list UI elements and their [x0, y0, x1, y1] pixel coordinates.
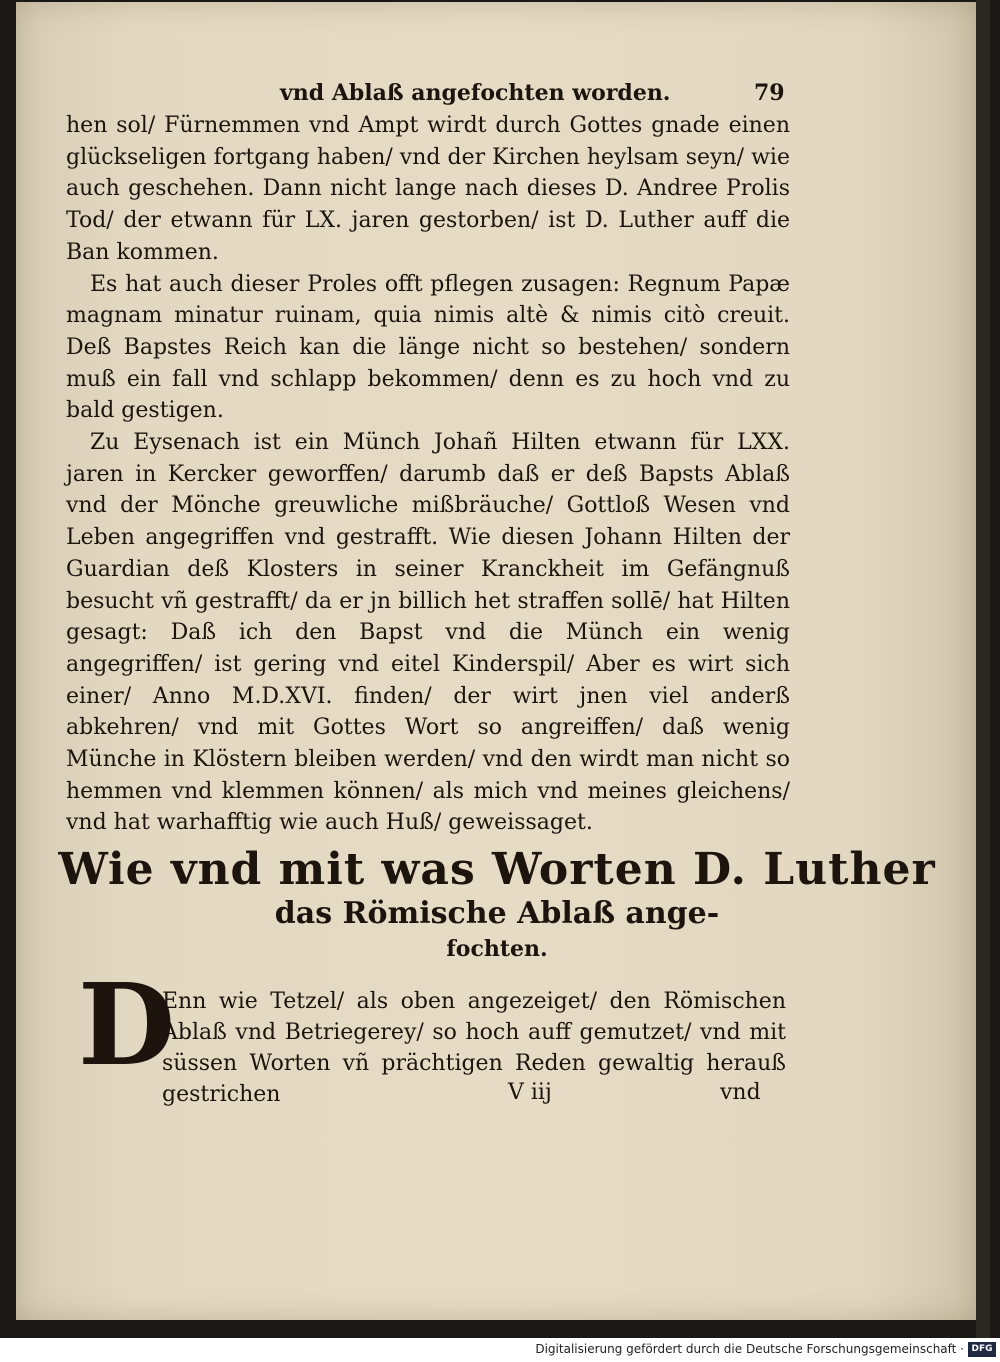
- dfg-logo-icon: DFG: [968, 1342, 996, 1357]
- section-heading-line-1: Wie vnd mit was Worten D. Luther: [58, 844, 936, 895]
- footer-bar: [0, 1338, 1000, 1362]
- signature-mark: V iij: [508, 1080, 552, 1105]
- paragraph-2: Es hat auch dieser Proles offt pflegen zusagen: Regnum Papæ magnam minatur ruinam, quia nimis altè & nimis citò creuit. Deß Bapstes Reich kan die länge nicht so bestehen/ sondern muß ein fall vnd schlapp bekommen/ denn es zu hoch vnd zu bald gestigen.: [66, 271, 790, 424]
- main-text: [66, 110, 790, 839]
- funding-credit: Digitalisierung gefördert durch die Deutsche Forschungsgemeinschaft ·: [535, 1342, 964, 1356]
- paragraph-3: Zu Eysenach ist ein Münch Johañ Hilten etwann für LXX. jaren in Kercker geworffen/ darumb daß er deß Bapsts Ablaß vnd der Mönche greuwliche mißbräuche/ Gottloß Wesen vnd Leben angegriffen vnd gestrafft. Wie diesen Johann Hilten der Guardian deß Klosters in seiner Kranckheit im Gefängnuß besucht vñ gestrafft/ da er jn billich het straffen sollē/ hat Hilten gesagt: Daß ich den Bapst vnd die Münch ein wenig angegriffen/ ist gering vnd eitel Kinderspil/ Aber es wirt sich einer/ Anno M.D.XVI. finden/ der wirt jnen viel anderß abkehren/ vnd mit Gottes Wort so angreiffen/ daß wenig Münche in Klöstern bleiben werden/ vnd den wirdt man nicht so hemmen vnd klemmen können/ als mich vnd meines gleichens/ vnd hat warhafftig wie auch Huß/ geweissaget.: [66, 430, 790, 836]
- catchword: vnd: [720, 1080, 761, 1105]
- section-heading-line-3: fochten.: [446, 936, 548, 962]
- book-page: [16, 2, 978, 1320]
- book-edge: [976, 0, 990, 1338]
- decorated-initial: D: [78, 960, 176, 1091]
- running-head-title: vnd Ablaß angefochten worden.: [280, 80, 671, 106]
- section-heading-line-2: das Römische Ablaß ange-: [274, 896, 720, 931]
- section-paragraph: Enn wie Tetzel/ als oben angezeiget/ den Römischen Ablaß vnd Betriegerey/ so hoch auff gemutzet/ vnd mit süssen Worten vñ prächtigen Reden gewaltig herauß gestrichen: [162, 989, 786, 1107]
- page-number: 79: [754, 80, 785, 106]
- paragraph-1: hen sol/ Fürnemmen vnd Ampt wirdt durch Gottes gnade einen glückseligen fortgang haben/ vnd der Kirchen heylsam seyn/ wie auch geschehen. Dann nicht lange nach dieses D. Andree Prolis Tod/ der etwann für LX. jaren gestorben/ ist D. Luther auff die Ban kommen.: [66, 113, 790, 265]
